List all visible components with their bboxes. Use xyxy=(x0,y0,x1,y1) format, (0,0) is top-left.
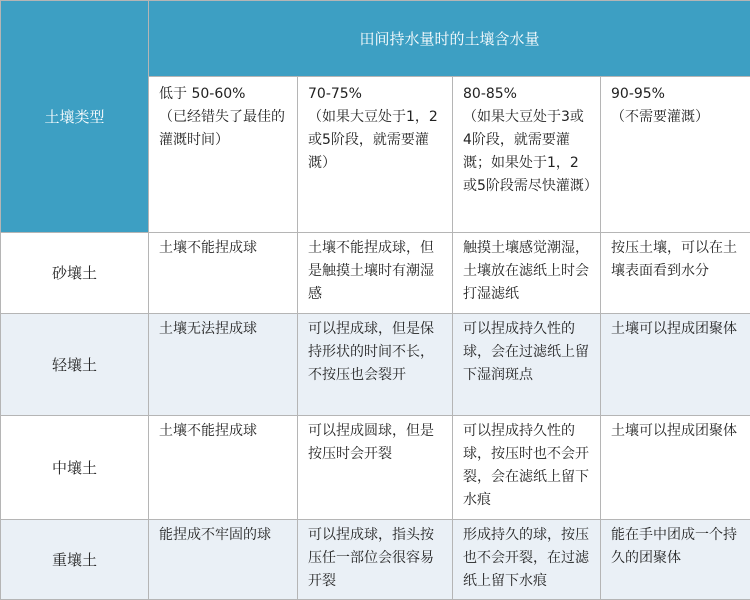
column-1-note: （已经错失了最佳的灌溉时间） xyxy=(159,109,285,149)
table-cell: 触摸土壤感觉潮湿，土壤放在滤纸上时会打湿滤纸 xyxy=(453,233,601,313)
table-cell: 土壤可以捏成团聚体 xyxy=(601,313,750,415)
table-row xyxy=(1,313,750,415)
table-row xyxy=(1,519,750,599)
column-2-percent: 70-75% xyxy=(308,86,362,103)
table-cell: 能在手中团成一个持久的团聚体 xyxy=(601,519,750,599)
table-row xyxy=(1,233,750,313)
table-cell: 可以捏成持久性的球，会在过滤纸上留下湿润斑点 xyxy=(453,313,601,415)
row-label-medium-loam: 中壤土 xyxy=(1,415,149,519)
column-4-percent: 90-95% xyxy=(611,86,665,103)
table-cell: 形成持久的球，按压也不会开裂，在过滤纸上留下水痕 xyxy=(453,519,601,599)
table-cell: 土壤不能捏成球 xyxy=(149,233,298,313)
table-cell: 土壤无法捏成球 xyxy=(149,313,298,415)
column-3-percent: 80-85% xyxy=(463,86,517,103)
table-cell: 按压土壤，可以在土壤表面看到水分 xyxy=(601,233,750,313)
row-label-heavy-loam: 重壤土 xyxy=(1,519,149,599)
table-cell: 可以捏成圆球，但是按压时会开裂 xyxy=(298,415,453,519)
column-2-note: （如果大豆处于1，2或5阶段，就需要灌溉） xyxy=(308,109,438,172)
column-header-3 xyxy=(453,77,601,233)
moisture-header: 田间持水量时的土壤含水量 xyxy=(149,1,750,77)
column-3-note: （如果大豆处于3或4阶段，就需要灌溉；如果处于1，2或5阶段需尽快灌溉） xyxy=(463,109,598,195)
column-4-note: （不需要灌溉） xyxy=(611,109,709,126)
row-label-sandy-loam: 砂壤土 xyxy=(1,233,149,313)
table-cell: 可以捏成球，但是保持形状的时间不长，不按压也会裂开 xyxy=(298,313,453,415)
column-header-1 xyxy=(149,77,298,233)
table-row xyxy=(1,415,750,519)
table-cell: 可以捏成球，指头按压任一部位会很容易开裂 xyxy=(298,519,453,599)
soil-type-header: 土壤类型 xyxy=(1,1,149,233)
row-label-light-loam: 轻壤土 xyxy=(1,313,149,415)
table-cell: 土壤可以捏成团聚体 xyxy=(601,415,750,519)
column-header-2 xyxy=(298,77,453,233)
table-cell: 土壤不能捏成球 xyxy=(149,415,298,519)
table-cell: 能捏成不牢固的球 xyxy=(149,519,298,599)
table-cell: 可以捏成持久性的球，按压时也不会开裂，会在滤纸上留下水痕 xyxy=(453,415,601,519)
column-1-percent: 低于 50-60% xyxy=(159,86,246,103)
column-header-4 xyxy=(601,77,750,233)
table-cell: 土壤不能捏成球，但是触摸土壤时有潮湿感 xyxy=(298,233,453,313)
